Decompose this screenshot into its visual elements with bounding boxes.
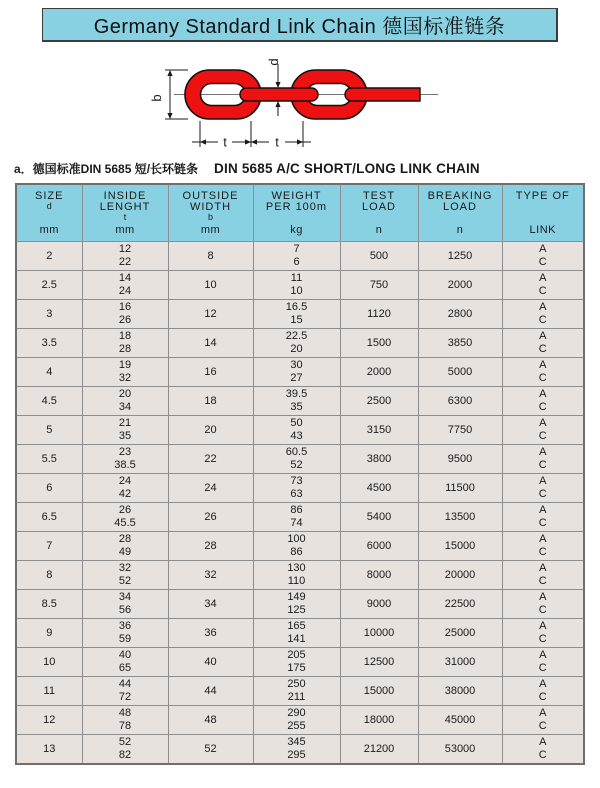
type-cell: A C	[502, 242, 584, 271]
test-load-cell: 5400	[340, 503, 418, 532]
size-cell: 8	[16, 561, 82, 590]
table-row	[16, 416, 584, 445]
breaking-load-cell: 2800	[418, 300, 502, 329]
outside-width-cell: 16	[168, 358, 253, 387]
breaking-load-cell: 6300	[418, 387, 502, 416]
table-row	[16, 561, 584, 590]
inside-length-cell: 12 22	[82, 242, 168, 271]
type-cell: A C	[502, 300, 584, 329]
table-row	[16, 242, 584, 271]
column-header-test-load: TEST LOAD n	[340, 184, 418, 242]
weight-cell: 22.5 20	[253, 329, 340, 358]
size-cell: 2.5	[16, 271, 82, 300]
size-cell: 3	[16, 300, 82, 329]
column-header-breaking-load: BREAKING LOAD n	[418, 184, 502, 242]
breaking-load-cell: 25000	[418, 619, 502, 648]
table-row	[16, 445, 584, 474]
caption-english: DIN 5685 A/C SHORT/LONG LINK CHAIN	[214, 161, 480, 176]
weight-cell: 7 6	[253, 242, 340, 271]
label-wire-diameter: d	[266, 58, 281, 66]
breaking-load-cell: 2000	[418, 271, 502, 300]
inside-length-cell: 20 34	[82, 387, 168, 416]
table-row	[16, 387, 584, 416]
breaking-load-cell: 20000	[418, 561, 502, 590]
outside-width-cell: 36	[168, 619, 253, 648]
weight-cell: 290 255	[253, 706, 340, 735]
type-cell: A C	[502, 358, 584, 387]
outside-width-cell: 18	[168, 387, 253, 416]
type-cell: A C	[502, 532, 584, 561]
type-cell: A C	[502, 271, 584, 300]
inside-length-cell: 14 24	[82, 271, 168, 300]
test-load-cell: 1500	[340, 329, 418, 358]
weight-cell: 100 86	[253, 532, 340, 561]
outside-width-cell: 26	[168, 503, 253, 532]
test-load-cell: 1120	[340, 300, 418, 329]
inside-length-cell: 21 35	[82, 416, 168, 445]
inside-length-cell: 32 52	[82, 561, 168, 590]
breaking-load-cell: 45000	[418, 706, 502, 735]
chain-partial-link	[345, 88, 420, 101]
inside-length-cell: 28 49	[82, 532, 168, 561]
inside-length-cell: 36 59	[82, 619, 168, 648]
page-title	[42, 8, 558, 42]
table-row	[16, 503, 584, 532]
table-row	[16, 706, 584, 735]
inside-length-cell: 40 65	[82, 648, 168, 677]
inside-length-cell: 24 42	[82, 474, 168, 503]
page-title-text: Germany Standard Link Chain 德国标准链条	[93, 16, 506, 38]
type-cell: A C	[502, 561, 584, 590]
size-cell: 7	[16, 532, 82, 561]
test-load-cell: 18000	[340, 706, 418, 735]
outside-width-cell: 28	[168, 532, 253, 561]
label-pitch-1: t	[223, 134, 227, 150]
spec-table-body	[16, 242, 584, 765]
outside-width-cell: 20	[168, 416, 253, 445]
outside-width-cell: 40	[168, 648, 253, 677]
weight-cell: 30 27	[253, 358, 340, 387]
outside-width-cell: 14	[168, 329, 253, 358]
dimension-t	[192, 121, 311, 147]
outside-width-cell: 44	[168, 677, 253, 706]
size-cell: 5.5	[16, 445, 82, 474]
outside-width-cell: 48	[168, 706, 253, 735]
column-header-size: SIZE d mm	[16, 184, 82, 242]
breaking-load-cell: 7750	[418, 416, 502, 445]
outside-width-cell: 22	[168, 445, 253, 474]
inside-length-cell: 18 28	[82, 329, 168, 358]
test-load-cell: 3800	[340, 445, 418, 474]
size-cell: 8.5	[16, 590, 82, 619]
breaking-load-cell: 15000	[418, 532, 502, 561]
chain-connector-link	[240, 88, 318, 101]
type-cell: A C	[502, 474, 584, 503]
size-cell: 4.5	[16, 387, 82, 416]
spec-table	[15, 183, 585, 765]
weight-cell: 130 110	[253, 561, 340, 590]
weight-cell: 11 10	[253, 271, 340, 300]
label-outside-width: b	[149, 94, 164, 102]
inside-length-cell: 44 72	[82, 677, 168, 706]
type-cell: A C	[502, 677, 584, 706]
column-header-inside-length: INSIDE LENGHT t mm	[82, 184, 168, 242]
type-cell: A C	[502, 735, 584, 765]
breaking-load-cell: 3850	[418, 329, 502, 358]
test-load-cell: 15000	[340, 677, 418, 706]
test-load-cell: 21200	[340, 735, 418, 765]
outside-width-cell: 52	[168, 735, 253, 765]
breaking-load-cell: 13500	[418, 503, 502, 532]
inside-length-cell: 16 26	[82, 300, 168, 329]
size-cell: 4	[16, 358, 82, 387]
test-load-cell: 12500	[340, 648, 418, 677]
test-load-cell: 3150	[340, 416, 418, 445]
outside-width-cell: 12	[168, 300, 253, 329]
inside-length-cell: 23 38.5	[82, 445, 168, 474]
outside-width-cell: 32	[168, 561, 253, 590]
table-row	[16, 677, 584, 706]
weight-cell: 50 43	[253, 416, 340, 445]
size-cell: 9	[16, 619, 82, 648]
type-cell: A C	[502, 590, 584, 619]
table-row	[16, 474, 584, 503]
column-header-type-of-link: TYPE OF LINK	[502, 184, 584, 242]
size-cell: 3.5	[16, 329, 82, 358]
outside-width-cell: 24	[168, 474, 253, 503]
breaking-load-cell: 11500	[418, 474, 502, 503]
size-cell: 13	[16, 735, 82, 765]
weight-cell: 86 74	[253, 503, 340, 532]
table-row	[16, 358, 584, 387]
table-row	[16, 648, 584, 677]
type-cell: A C	[502, 329, 584, 358]
inside-length-cell: 52 82	[82, 735, 168, 765]
weight-cell: 16.5 15	[253, 300, 340, 329]
size-cell: 6.5	[16, 503, 82, 532]
test-load-cell: 500	[340, 242, 418, 271]
caption-chinese: a．德国标准DIN 5685 短/长环链条	[14, 162, 199, 176]
spec-table-header	[16, 184, 584, 242]
outside-width-cell: 34	[168, 590, 253, 619]
weight-cell: 39.5 35	[253, 387, 340, 416]
table-row	[16, 300, 584, 329]
test-load-cell: 9000	[340, 590, 418, 619]
breaking-load-cell: 38000	[418, 677, 502, 706]
test-load-cell: 8000	[340, 561, 418, 590]
table-row	[16, 619, 584, 648]
outside-width-cell: 10	[168, 271, 253, 300]
weight-cell: 250 211	[253, 677, 340, 706]
type-cell: A C	[502, 648, 584, 677]
outside-width-cell: 8	[168, 242, 253, 271]
inside-length-cell: 19 32	[82, 358, 168, 387]
weight-cell: 345 295	[253, 735, 340, 765]
type-cell: A C	[502, 445, 584, 474]
chain-diagram-drawing	[148, 50, 448, 155]
breaking-load-cell: 9500	[418, 445, 502, 474]
breaking-load-cell: 22500	[418, 590, 502, 619]
size-cell: 12	[16, 706, 82, 735]
size-cell: 5	[16, 416, 82, 445]
weight-cell: 165 141	[253, 619, 340, 648]
weight-cell: 60.5 52	[253, 445, 340, 474]
test-load-cell: 10000	[340, 619, 418, 648]
breaking-load-cell: 1250	[418, 242, 502, 271]
column-header-weight: WEIGHT PER 100m kg	[253, 184, 340, 242]
size-cell: 11	[16, 677, 82, 706]
type-cell: A C	[502, 706, 584, 735]
type-cell: A C	[502, 619, 584, 648]
table-row	[16, 329, 584, 358]
chain-diagram	[0, 46, 600, 158]
label-pitch-2: t	[275, 134, 279, 150]
weight-cell: 149 125	[253, 590, 340, 619]
type-cell: A C	[502, 503, 584, 532]
breaking-load-cell: 5000	[418, 358, 502, 387]
test-load-cell: 6000	[340, 532, 418, 561]
table-row	[16, 590, 584, 619]
inside-length-cell: 48 78	[82, 706, 168, 735]
type-cell: A C	[502, 387, 584, 416]
table-row	[16, 735, 584, 765]
weight-cell: 205 175	[253, 648, 340, 677]
test-load-cell: 750	[340, 271, 418, 300]
table-row	[16, 532, 584, 561]
test-load-cell: 4500	[340, 474, 418, 503]
inside-length-cell: 34 56	[82, 590, 168, 619]
breaking-load-cell: 31000	[418, 648, 502, 677]
size-cell: 10	[16, 648, 82, 677]
table-row	[16, 271, 584, 300]
column-header-outside-width: OUTSIDE WIDTH b mm	[168, 184, 253, 242]
breaking-load-cell: 53000	[418, 735, 502, 765]
test-load-cell: 2500	[340, 387, 418, 416]
size-cell: 2	[16, 242, 82, 271]
weight-cell: 73 63	[253, 474, 340, 503]
size-cell: 6	[16, 474, 82, 503]
inside-length-cell: 26 45.5	[82, 503, 168, 532]
test-load-cell: 2000	[340, 358, 418, 387]
type-cell: A C	[502, 416, 584, 445]
caption	[14, 160, 600, 177]
